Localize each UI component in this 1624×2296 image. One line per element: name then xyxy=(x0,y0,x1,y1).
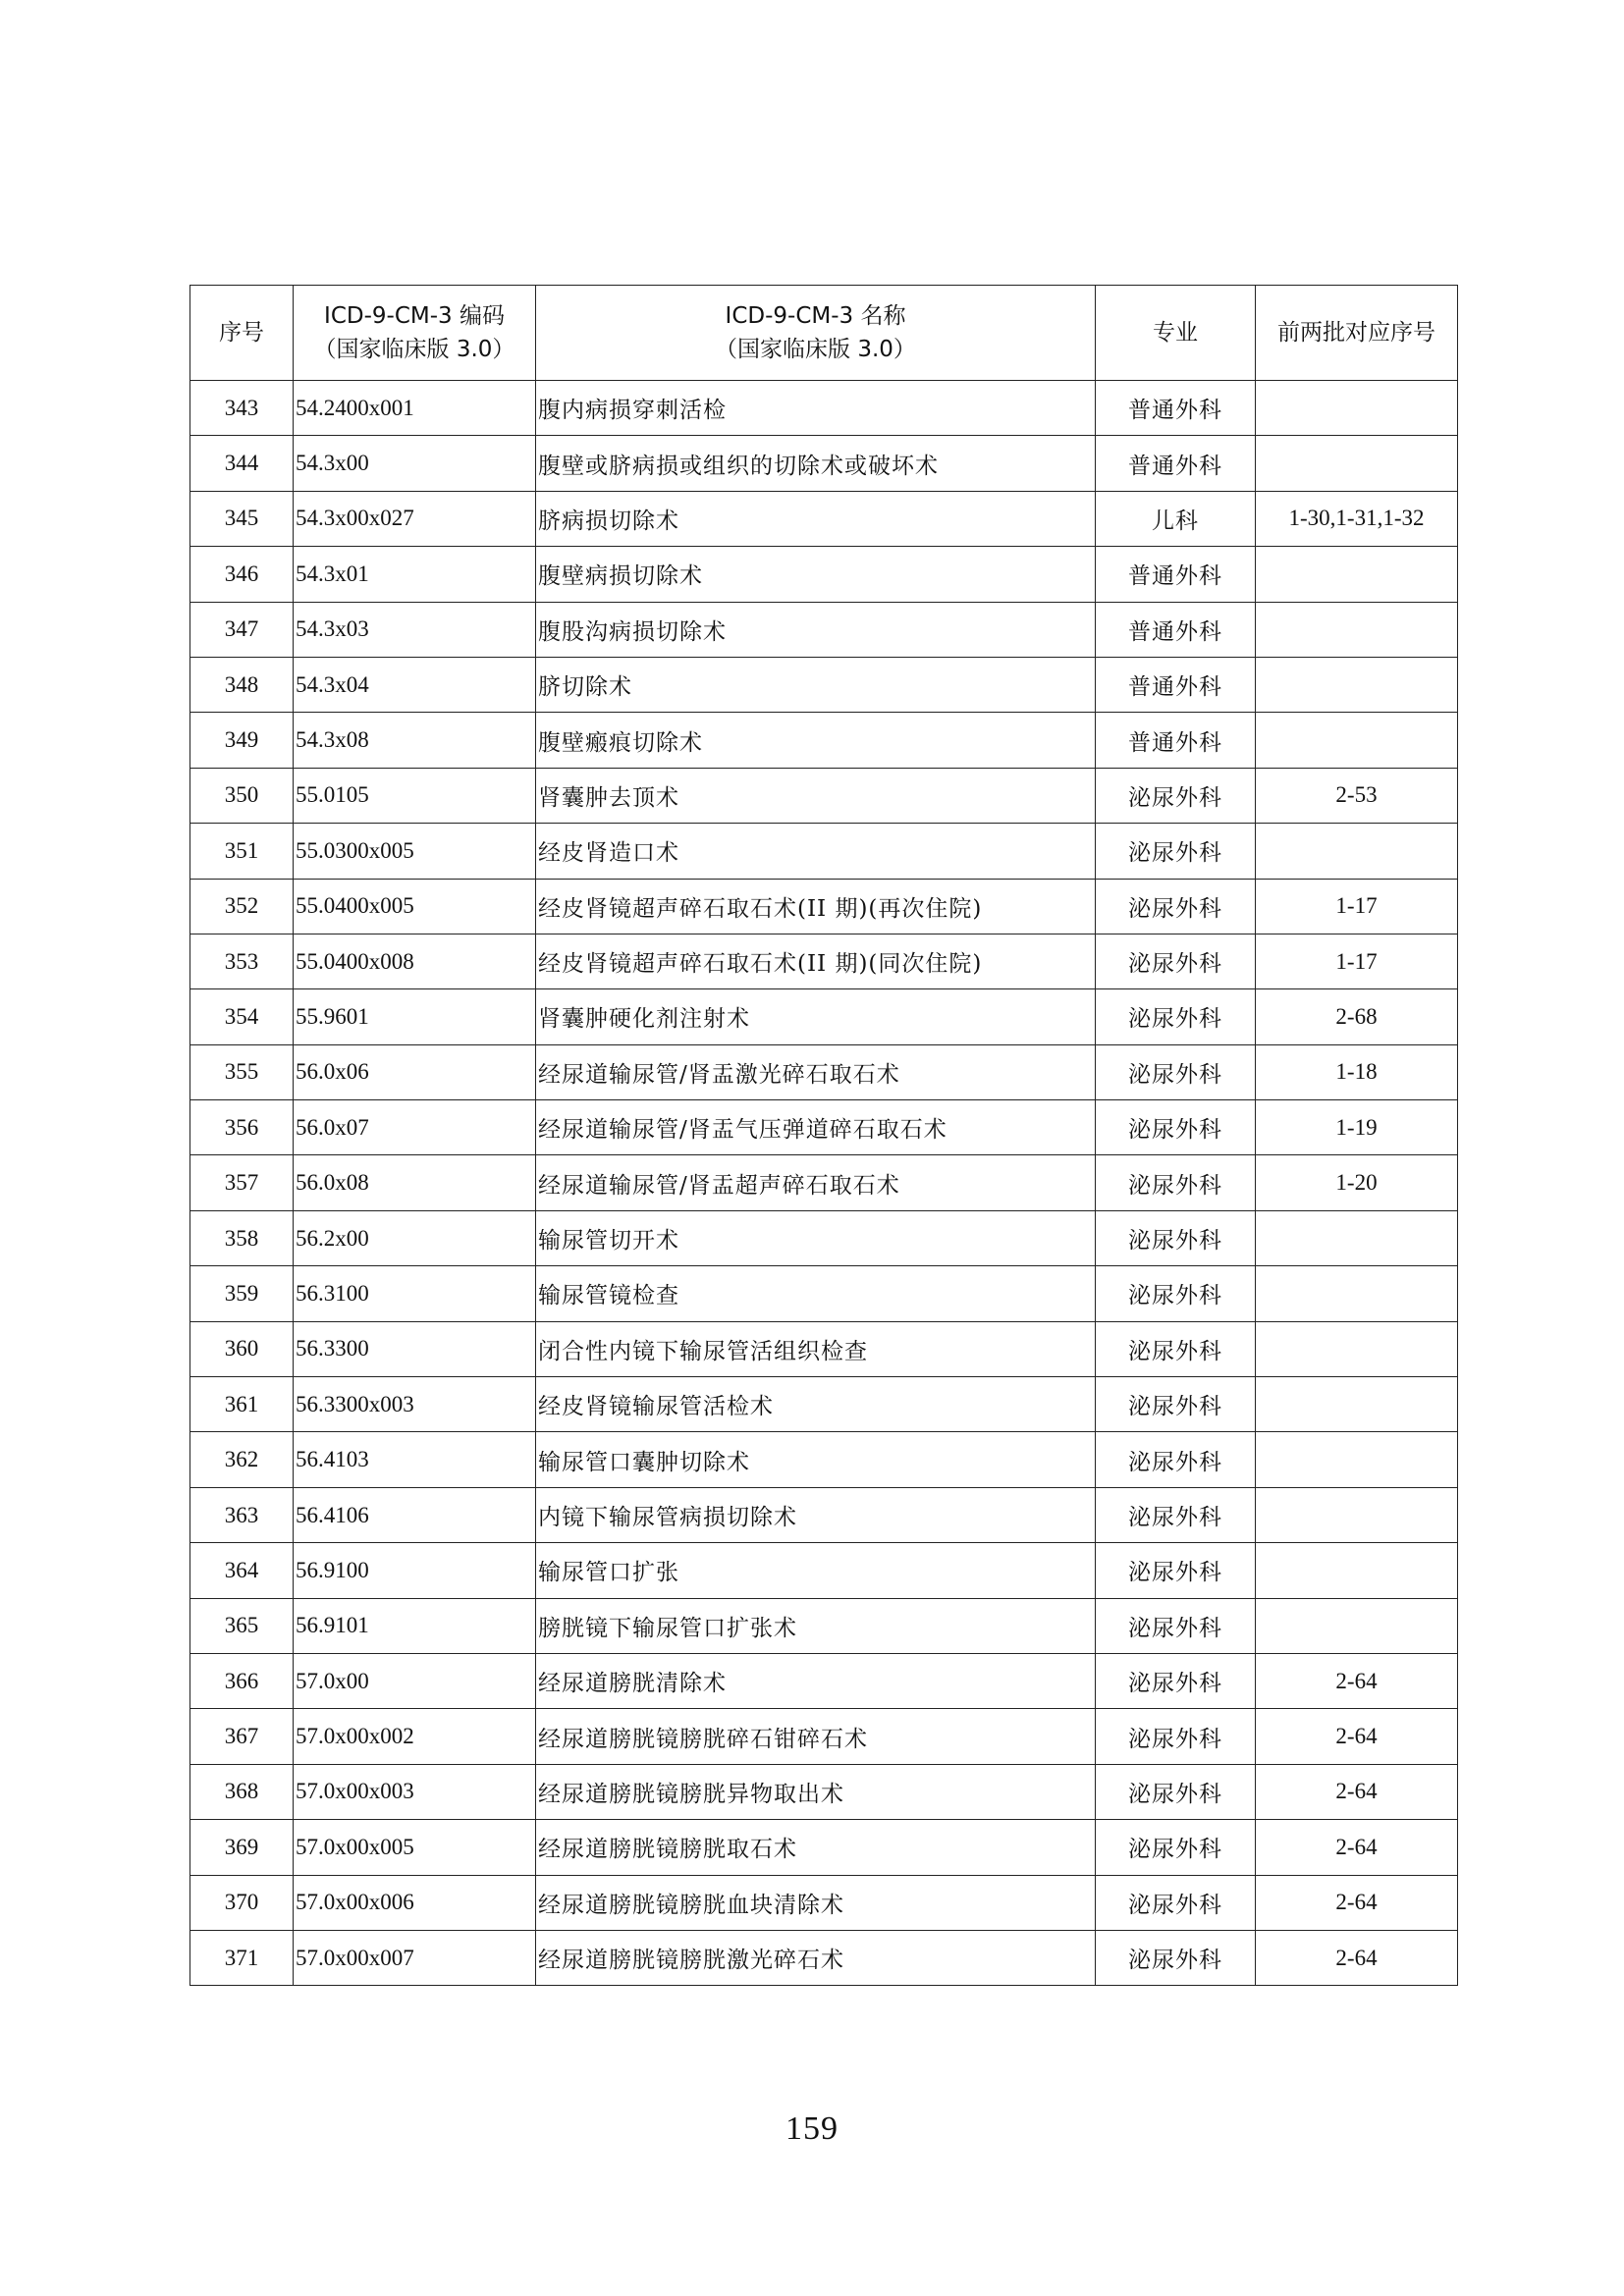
cell-dept: 泌尿外科 xyxy=(1096,1321,1256,1376)
cell-name: 经尿道膀胱镜膀胱取石术 xyxy=(536,1820,1096,1875)
cell-name: 经尿道膀胱镜膀胱激光碎石术 xyxy=(536,1930,1096,1985)
page-number: 159 xyxy=(785,2110,839,2147)
table-row xyxy=(190,1543,1458,1598)
cell-code: 56.9101 xyxy=(294,1598,536,1653)
cell-name: 腹壁病损切除术 xyxy=(536,547,1096,602)
cell-prev xyxy=(1256,1432,1458,1487)
cell-code: 54.3x00x027 xyxy=(294,491,536,546)
cell-prev xyxy=(1256,1321,1458,1376)
cell-dept: 泌尿外科 xyxy=(1096,1875,1256,1930)
cell-dept: 泌尿外科 xyxy=(1096,1930,1256,1985)
cell-prev xyxy=(1256,1487,1458,1542)
cell-dept: 泌尿外科 xyxy=(1096,1820,1256,1875)
cell-dept: 儿科 xyxy=(1096,491,1256,546)
cell-dept: 普通外科 xyxy=(1096,602,1256,657)
cell-code: 57.0x00x007 xyxy=(294,1930,536,1985)
cell-seq: 350 xyxy=(190,768,294,823)
table-row xyxy=(190,1044,1458,1099)
cell-dept: 泌尿外科 xyxy=(1096,1598,1256,1653)
cell-dept: 泌尿外科 xyxy=(1096,1100,1256,1155)
cell-seq: 357 xyxy=(190,1155,294,1210)
cell-name: 经尿道膀胱清除术 xyxy=(536,1653,1096,1708)
table-row xyxy=(190,1321,1458,1376)
cell-prev: 2-64 xyxy=(1256,1875,1458,1930)
cell-dept: 普通外科 xyxy=(1096,381,1256,436)
cell-seq: 343 xyxy=(190,381,294,436)
cell-seq: 344 xyxy=(190,436,294,491)
table-row xyxy=(190,657,1458,712)
cell-name: 腹内病损穿刺活检 xyxy=(536,381,1096,436)
cell-dept: 泌尿外科 xyxy=(1096,1487,1256,1542)
cell-prev xyxy=(1256,547,1458,602)
cell-name: 腹股沟病损切除术 xyxy=(536,602,1096,657)
cell-prev: 1-20 xyxy=(1256,1155,1458,1210)
cell-name: 经尿道输尿管/肾盂气压弹道碎石取石术 xyxy=(536,1100,1096,1155)
cell-prev xyxy=(1256,1543,1458,1598)
table-header-row xyxy=(190,286,1458,381)
cell-code: 55.9601 xyxy=(294,989,536,1044)
header-prev: 前两批对应序号 xyxy=(1256,286,1458,381)
cell-seq: 352 xyxy=(190,879,294,934)
cell-code: 54.3x00 xyxy=(294,436,536,491)
cell-prev: 1-18 xyxy=(1256,1044,1458,1099)
cell-name: 输尿管口扩张 xyxy=(536,1543,1096,1598)
table-body xyxy=(190,381,1458,1986)
cell-dept: 泌尿外科 xyxy=(1096,1432,1256,1487)
cell-code: 56.4103 xyxy=(294,1432,536,1487)
cell-name: 经皮肾镜输尿管活检术 xyxy=(536,1377,1096,1432)
header-name xyxy=(536,286,1096,381)
cell-seq: 349 xyxy=(190,713,294,768)
cell-code: 57.0x00 xyxy=(294,1653,536,1708)
cell-prev xyxy=(1256,436,1458,491)
header-code-line2: （国家临床版 3.0） xyxy=(313,337,515,362)
cell-code: 57.0x00x003 xyxy=(294,1764,536,1819)
cell-name: 经尿道输尿管/肾盂激光碎石取石术 xyxy=(536,1044,1096,1099)
cell-seq: 368 xyxy=(190,1764,294,1819)
cell-code: 57.0x00x006 xyxy=(294,1875,536,1930)
cell-prev: 1-30,1-31,1-32 xyxy=(1256,491,1458,546)
cell-prev xyxy=(1256,824,1458,879)
cell-name: 肾囊肿去顶术 xyxy=(536,768,1096,823)
table-row xyxy=(190,1432,1458,1487)
cell-seq: 369 xyxy=(190,1820,294,1875)
cell-seq: 345 xyxy=(190,491,294,546)
cell-code: 55.0105 xyxy=(294,768,536,823)
table-row xyxy=(190,934,1458,988)
cell-name: 肾囊肿硬化剂注射术 xyxy=(536,989,1096,1044)
cell-code: 57.0x00x002 xyxy=(294,1709,536,1764)
cell-prev: 2-64 xyxy=(1256,1764,1458,1819)
table-row xyxy=(190,1487,1458,1542)
cell-name: 经皮肾造口术 xyxy=(536,824,1096,879)
cell-seq: 360 xyxy=(190,1321,294,1376)
cell-dept: 泌尿外科 xyxy=(1096,1653,1256,1708)
header-name-line1: ICD-9-CM-3 名称 xyxy=(725,303,906,329)
cell-prev xyxy=(1256,1377,1458,1432)
cell-code: 56.3300x003 xyxy=(294,1377,536,1432)
cell-dept: 泌尿外科 xyxy=(1096,1155,1256,1210)
cell-dept: 泌尿外科 xyxy=(1096,1210,1256,1265)
table-row xyxy=(190,879,1458,934)
cell-prev xyxy=(1256,1266,1458,1321)
table-row xyxy=(190,824,1458,879)
table-row xyxy=(190,713,1458,768)
table-row xyxy=(190,1764,1458,1819)
cell-seq: 358 xyxy=(190,1210,294,1265)
cell-name: 脐病损切除术 xyxy=(536,491,1096,546)
cell-code: 54.3x08 xyxy=(294,713,536,768)
cell-code: 54.3x04 xyxy=(294,657,536,712)
cell-seq: 356 xyxy=(190,1100,294,1155)
cell-name: 脐切除术 xyxy=(536,657,1096,712)
cell-prev: 1-19 xyxy=(1256,1100,1458,1155)
cell-name: 输尿管镜检查 xyxy=(536,1266,1096,1321)
header-seq: 序号 xyxy=(190,286,294,381)
cell-seq: 363 xyxy=(190,1487,294,1542)
table-row xyxy=(190,381,1458,436)
cell-name: 闭合性内镜下输尿管活组织检查 xyxy=(536,1321,1096,1376)
table-row xyxy=(190,491,1458,546)
cell-prev xyxy=(1256,657,1458,712)
cell-dept: 泌尿外科 xyxy=(1096,934,1256,988)
table-row xyxy=(190,1653,1458,1708)
cell-code: 56.0x06 xyxy=(294,1044,536,1099)
cell-seq: 362 xyxy=(190,1432,294,1487)
table-row xyxy=(190,1100,1458,1155)
cell-seq: 367 xyxy=(190,1709,294,1764)
procedure-table xyxy=(189,285,1458,1986)
table-row xyxy=(190,1210,1458,1265)
cell-prev: 2-64 xyxy=(1256,1930,1458,1985)
table-row xyxy=(190,1820,1458,1875)
cell-dept: 泌尿外科 xyxy=(1096,1709,1256,1764)
cell-prev: 2-53 xyxy=(1256,768,1458,823)
cell-dept: 泌尿外科 xyxy=(1096,1543,1256,1598)
cell-seq: 355 xyxy=(190,1044,294,1099)
cell-code: 55.0300x005 xyxy=(294,824,536,879)
header-name-line2: （国家临床版 3.0） xyxy=(715,337,916,362)
cell-seq: 365 xyxy=(190,1598,294,1653)
cell-name: 经皮肾镜超声碎石取石术(II 期)(再次住院) xyxy=(536,879,1096,934)
cell-code: 55.0400x005 xyxy=(294,879,536,934)
cell-code: 57.0x00x005 xyxy=(294,1820,536,1875)
cell-name: 腹壁瘢痕切除术 xyxy=(536,713,1096,768)
cell-prev: 2-64 xyxy=(1256,1820,1458,1875)
cell-name: 经尿道输尿管/肾盂超声碎石取石术 xyxy=(536,1155,1096,1210)
cell-prev xyxy=(1256,1598,1458,1653)
cell-name: 腹壁或脐病损或组织的切除术或破坏术 xyxy=(536,436,1096,491)
cell-dept: 泌尿外科 xyxy=(1096,879,1256,934)
cell-seq: 371 xyxy=(190,1930,294,1985)
cell-prev: 2-64 xyxy=(1256,1709,1458,1764)
cell-name: 经尿道膀胱镜膀胱异物取出术 xyxy=(536,1764,1096,1819)
cell-dept: 普通外科 xyxy=(1096,436,1256,491)
cell-dept: 泌尿外科 xyxy=(1096,989,1256,1044)
cell-dept: 泌尿外科 xyxy=(1096,1377,1256,1432)
cell-name: 输尿管口囊肿切除术 xyxy=(536,1432,1096,1487)
cell-dept: 普通外科 xyxy=(1096,657,1256,712)
cell-dept: 泌尿外科 xyxy=(1096,824,1256,879)
header-code xyxy=(294,286,536,381)
cell-code: 54.3x03 xyxy=(294,602,536,657)
table-row xyxy=(190,1266,1458,1321)
cell-prev xyxy=(1256,713,1458,768)
table-row xyxy=(190,547,1458,602)
header-code-line1: ICD-9-CM-3 编码 xyxy=(324,303,505,329)
cell-code: 56.9100 xyxy=(294,1543,536,1598)
cell-seq: 361 xyxy=(190,1377,294,1432)
cell-dept: 泌尿外科 xyxy=(1096,1044,1256,1099)
cell-seq: 370 xyxy=(190,1875,294,1930)
cell-code: 56.3300 xyxy=(294,1321,536,1376)
cell-prev: 1-17 xyxy=(1256,879,1458,934)
table-row xyxy=(190,1598,1458,1653)
cell-name: 经尿道膀胱镜膀胱碎石钳碎石术 xyxy=(536,1709,1096,1764)
cell-prev xyxy=(1256,602,1458,657)
cell-seq: 366 xyxy=(190,1653,294,1708)
table-row xyxy=(190,1875,1458,1930)
cell-seq: 346 xyxy=(190,547,294,602)
table-row xyxy=(190,1930,1458,1985)
table-row xyxy=(190,1377,1458,1432)
cell-seq: 353 xyxy=(190,934,294,988)
cell-seq: 351 xyxy=(190,824,294,879)
table-row xyxy=(190,989,1458,1044)
cell-code: 56.4106 xyxy=(294,1487,536,1542)
cell-code: 54.3x01 xyxy=(294,547,536,602)
cell-seq: 347 xyxy=(190,602,294,657)
cell-prev xyxy=(1256,381,1458,436)
cell-code: 55.0400x008 xyxy=(294,934,536,988)
cell-seq: 359 xyxy=(190,1266,294,1321)
table-row xyxy=(190,1155,1458,1210)
cell-dept: 泌尿外科 xyxy=(1096,1266,1256,1321)
cell-prev: 2-64 xyxy=(1256,1653,1458,1708)
table-row xyxy=(190,1709,1458,1764)
cell-name: 经尿道膀胱镜膀胱血块清除术 xyxy=(536,1875,1096,1930)
cell-prev: 1-17 xyxy=(1256,934,1458,988)
cell-dept: 泌尿外科 xyxy=(1096,1764,1256,1819)
cell-code: 56.3100 xyxy=(294,1266,536,1321)
cell-name: 膀胱镜下输尿管口扩张术 xyxy=(536,1598,1096,1653)
cell-code: 54.2400x001 xyxy=(294,381,536,436)
table-row xyxy=(190,768,1458,823)
cell-dept: 泌尿外科 xyxy=(1096,768,1256,823)
cell-prev: 2-68 xyxy=(1256,989,1458,1044)
table-row xyxy=(190,602,1458,657)
table-row xyxy=(190,436,1458,491)
cell-dept: 普通外科 xyxy=(1096,713,1256,768)
cell-seq: 348 xyxy=(190,657,294,712)
cell-code: 56.2x00 xyxy=(294,1210,536,1265)
cell-prev xyxy=(1256,1210,1458,1265)
cell-dept: 普通外科 xyxy=(1096,547,1256,602)
cell-code: 56.0x07 xyxy=(294,1100,536,1155)
cell-name: 输尿管切开术 xyxy=(536,1210,1096,1265)
header-dept: 专业 xyxy=(1096,286,1256,381)
cell-name: 内镜下输尿管病损切除术 xyxy=(536,1487,1096,1542)
cell-seq: 354 xyxy=(190,989,294,1044)
cell-code: 56.0x08 xyxy=(294,1155,536,1210)
cell-name: 经皮肾镜超声碎石取石术(II 期)(同次住院) xyxy=(536,934,1096,988)
cell-seq: 364 xyxy=(190,1543,294,1598)
